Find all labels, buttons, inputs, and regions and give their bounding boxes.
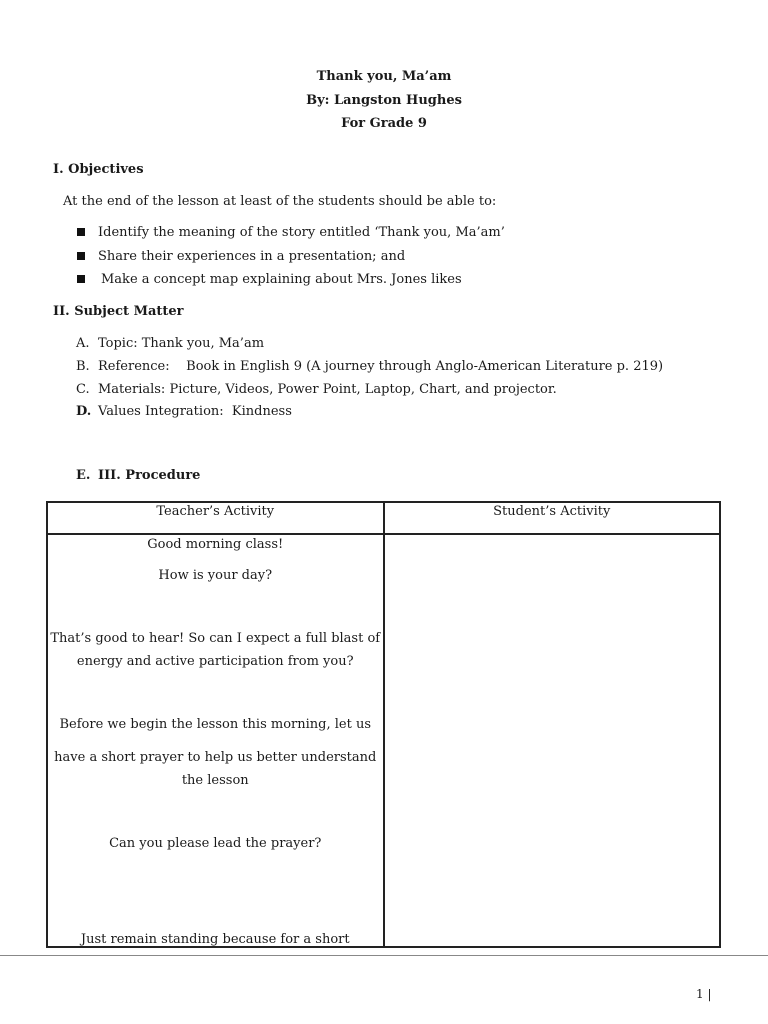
subject-item-text: Topic: Thank you, Ma’am bbox=[98, 336, 265, 351]
teacher-line: That’s good to hear! So can I expect a full blast of bbox=[50, 631, 381, 646]
student-activity-cell bbox=[384, 534, 721, 947]
subject-item-marker: C. bbox=[76, 382, 90, 397]
student-activity-header bbox=[384, 502, 721, 534]
subject-item-marker: A. bbox=[76, 336, 90, 351]
document-author: By: Langston Hughes bbox=[306, 93, 462, 108]
procedure-table bbox=[46, 501, 721, 948]
objective-item-text: Make a concept map explaining about Mrs. Jones likes bbox=[101, 272, 462, 287]
table-header-row bbox=[47, 502, 720, 534]
teacher-activity-header bbox=[47, 502, 384, 534]
square-bullet-icon bbox=[77, 252, 85, 260]
page-number: 1 | bbox=[696, 987, 712, 1001]
teacher-line: Can you please lead the prayer? bbox=[109, 836, 322, 851]
teacher-line: Just remain standing because for a short bbox=[80, 932, 350, 947]
teacher-line: Before we begin the lesson this morning, let us bbox=[59, 717, 371, 732]
objective-item-text: Identify the meaning of the story entitled ‘Thank you, Ma’am’ bbox=[98, 225, 505, 240]
objective-item-text: Share their experiences in a presentation; and bbox=[98, 249, 406, 264]
procedure-heading: III. Procedure bbox=[98, 468, 201, 483]
objective-item bbox=[77, 272, 85, 287]
teacher-line: How is your day? bbox=[158, 568, 273, 583]
student-activity-header-label: Student’s Activity bbox=[493, 504, 611, 519]
subject-item-text: Values Integration: Kindness bbox=[98, 404, 292, 419]
teacher-activity-header-label: Teacher’s Activity bbox=[156, 504, 275, 519]
table-row bbox=[47, 534, 720, 947]
square-bullet-icon bbox=[77, 228, 85, 236]
document-grade: For Grade 9 bbox=[341, 116, 427, 131]
document-title: Thank you, Ma’am bbox=[316, 69, 452, 84]
teacher-line: the lesson bbox=[181, 773, 249, 788]
subject-item-marker: D. bbox=[76, 404, 92, 419]
objectives-intro: At the end of the lesson at least of the students should be able to: bbox=[63, 194, 497, 209]
teacher-activity-cell bbox=[47, 534, 384, 947]
teacher-line: Good morning class! bbox=[147, 537, 284, 552]
objectives-heading: I. Objectives bbox=[53, 162, 144, 177]
footer-divider bbox=[0, 955, 768, 956]
teacher-line: have a short prayer to help us better understand bbox=[54, 750, 377, 765]
subject-item-text: Reference: Book in English 9 (A journey through Anglo-American Literature p. 219) bbox=[98, 359, 664, 374]
subject-item-text: Materials: Picture, Videos, Power Point, Laptop, Chart, and projector. bbox=[98, 382, 557, 397]
subject-matter-heading: II. Subject Matter bbox=[53, 304, 184, 319]
teacher-line: energy and active participation from you? bbox=[76, 654, 354, 669]
procedure-marker: E. bbox=[76, 468, 91, 483]
objective-item bbox=[77, 225, 85, 240]
square-bullet-icon bbox=[77, 275, 85, 283]
objective-item bbox=[77, 249, 85, 264]
subject-item-marker: B. bbox=[76, 359, 90, 374]
